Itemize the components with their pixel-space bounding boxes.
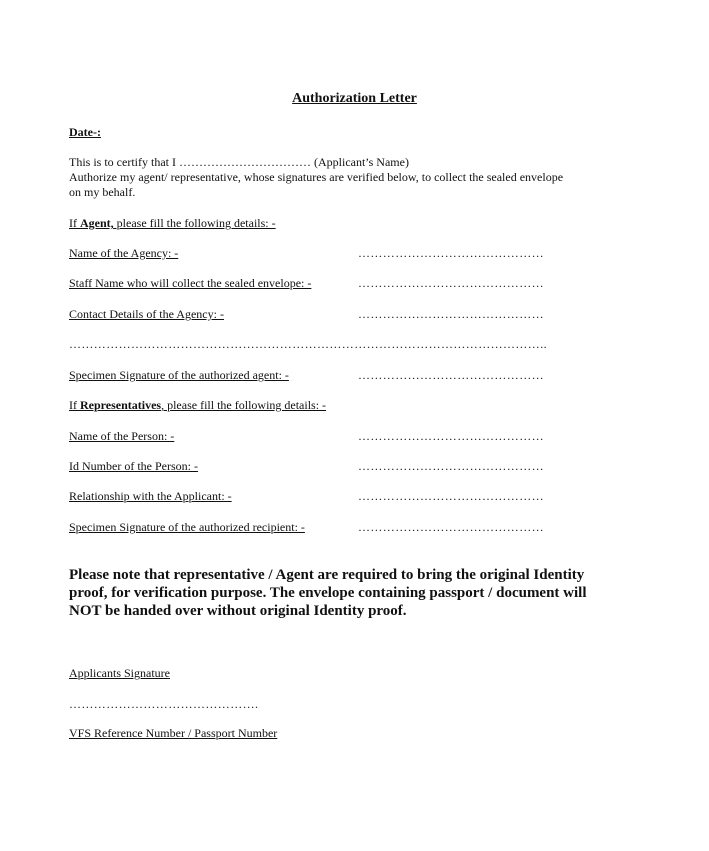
person-name-label: Name of the Person: -: [69, 429, 175, 443]
certify-line-1: [69, 155, 409, 169]
representative-section-heading: If Representatives, please fill the following details: -: [69, 398, 327, 412]
agency-contact-continuation-field[interactable]: ……………………………………………………………………………………………………..: [69, 337, 547, 351]
relationship-field[interactable]: ………………………………………: [358, 489, 544, 503]
note-line-2: proof, for verification purpose. The envelope containing passport / document will: [69, 585, 587, 601]
certify-line-2: Authorize my agent/ representative, whose signatures are verified below, to collect the sealed envelope: [69, 170, 564, 184]
letter-title: Authorization Letter: [292, 91, 417, 106]
relationship-label: Relationship with the Applicant: -: [69, 489, 232, 503]
agency-contact-label: Contact Details of the Agency: -: [69, 307, 224, 321]
person-name-field[interactable]: ………………………………………: [358, 429, 544, 443]
certify-line-3: on my behalf.: [69, 185, 136, 199]
person-id-field[interactable]: ………………………………………: [358, 459, 544, 473]
certify-prefix: This is to certify that I: [69, 155, 176, 169]
staff-name-field[interactable]: ………………………………………: [358, 276, 544, 290]
agent-signature-field[interactable]: ………………………………………: [358, 368, 544, 382]
note-line-1: Please note that representative / Agent are required to bring the original Identity: [69, 567, 585, 583]
agent-signature-label: Specimen Signature of the authorized agent: -: [69, 368, 289, 382]
note-line-3: NOT be handed over without original Identity proof.: [69, 603, 407, 619]
applicant-signature-field[interactable]: ……………………………………….: [69, 697, 259, 711]
agent-section-heading: If Agent, please fill the following details: -: [69, 216, 276, 230]
reference-number-label: VFS Reference Number / Passport Number: [69, 726, 278, 740]
date-label: Date-:: [69, 125, 101, 139]
applicant-name-caption: (Applicant’s Name): [313, 155, 409, 169]
recipient-signature-field[interactable]: ………………………………………: [358, 520, 544, 534]
agency-name-label: Name of the Agency: -: [69, 246, 179, 260]
important-note: [69, 566, 649, 620]
person-id-label: Id Number of the Person: -: [69, 459, 198, 473]
applicant-name-dots: ……………………………: [178, 155, 311, 169]
agency-contact-field[interactable]: ………………………………………: [358, 307, 544, 321]
agency-name-field[interactable]: ………………………………………: [358, 246, 544, 260]
applicant-signature-label: Applicants Signature: [69, 666, 170, 680]
recipient-signature-label: Specimen Signature of the authorized recipient: -: [69, 520, 305, 534]
staff-name-label: Staff Name who will collect the sealed envelope: -: [69, 276, 312, 290]
